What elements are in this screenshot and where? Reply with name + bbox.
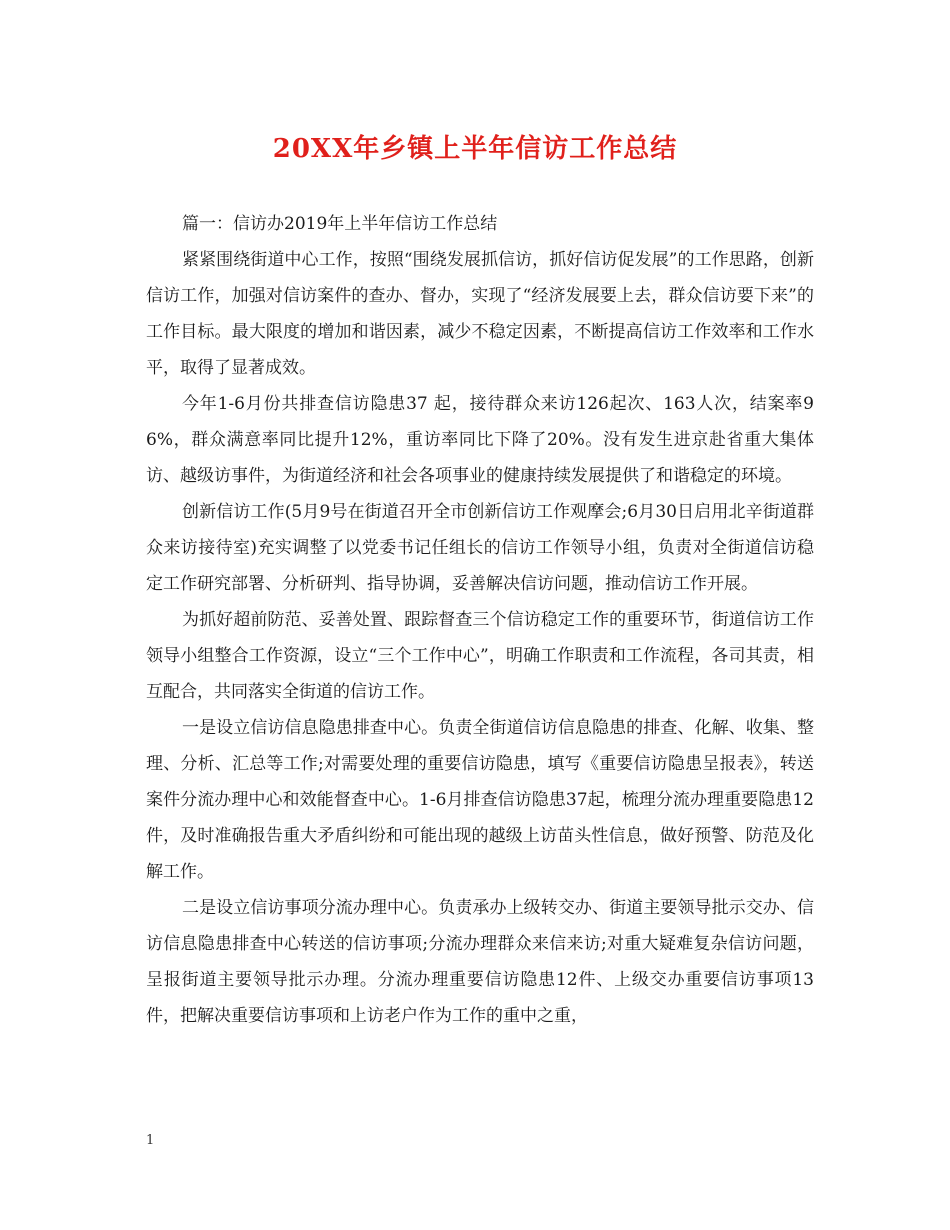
document-title: 20XX年乡镇上半年信访工作总结 xyxy=(272,134,678,164)
page-number: 1 xyxy=(146,1133,155,1148)
paragraph: 为抓好超前防范、妥善处置、跟踪督查三个信访稳定工作的重要环节，街道信访工作领导小组整合工作资源，设立“三个工作中心”，明确工作职责和工作流程，各司其责，相互配合，共同落实全街道的信访工作。 xyxy=(146,610,814,702)
paragraph: 创新信访工作(5月9号在街道召开全市创新信访工作观摩会;6月30日启用北辛街道群众来访接待室)充实调整了以党委书记任组长的信访工作领导小组，负责对全街道信访稳定工作研究部署、分析研判、指导协调，妥善解决信访问题，推动信访工作开展。 xyxy=(146,502,814,594)
paragraph: 紧紧围绕街道中心工作，按照“围绕发展抓信访，抓好信访促发展”的工作思路，创新信访工作，加强对信访案件的查办、督办，实现了“经济发展要上去，群众信访要下来”的工作目标。最大限度的增加和谐因素，减少不稳定因素，不断提高信访工作效率和工作水平，取得了显著成效。 xyxy=(146,250,814,378)
paragraph-heading: 篇一：信访办2019年上半年信访工作总结 xyxy=(182,214,498,234)
paragraph: 今年1-6月份共排查信访隐患37 起，接待群众来访126起次、163人次，结案率96%，群众满意率同比提升12%，重访率同比下降了20%。没有发生进京赴省重大集体访、越级访事件，为街道经济和社会各项事业的健康持续发展提供了和谐稳定的环境。 xyxy=(146,394,814,486)
paragraph: 二是设立信访事项分流办理中心。负责承办上级转交办、街道主要领导批示交办、信访信息隐患排查中心转送的信访事项;分流办理群众来信来访;对重大疑难复杂信访问题，呈报街道主要领导批示办理。分流办理重要信访隐患12件、上级交办重要信访事项13件，把解决重要信访事项和上访老户作为工作的重中之重， xyxy=(146,898,814,1026)
document-body xyxy=(146,206,814,1034)
paragraph: 一是设立信访信息隐患排查中心。负责全街道信访信息隐患的排查、化解、收集、整理、分析、汇总等工作;对需要处理的重要信访隐患，填写《重要信访隐患呈报表》，转送案件分流办理中心和效能督查中心。1-6月排查信访隐患37起，梳理分流办理重要隐患12件，及时准确报告重大矛盾纠纷和可能出现的越级上访苗头性信息，做好预警、防范及化解工作。 xyxy=(146,718,814,882)
